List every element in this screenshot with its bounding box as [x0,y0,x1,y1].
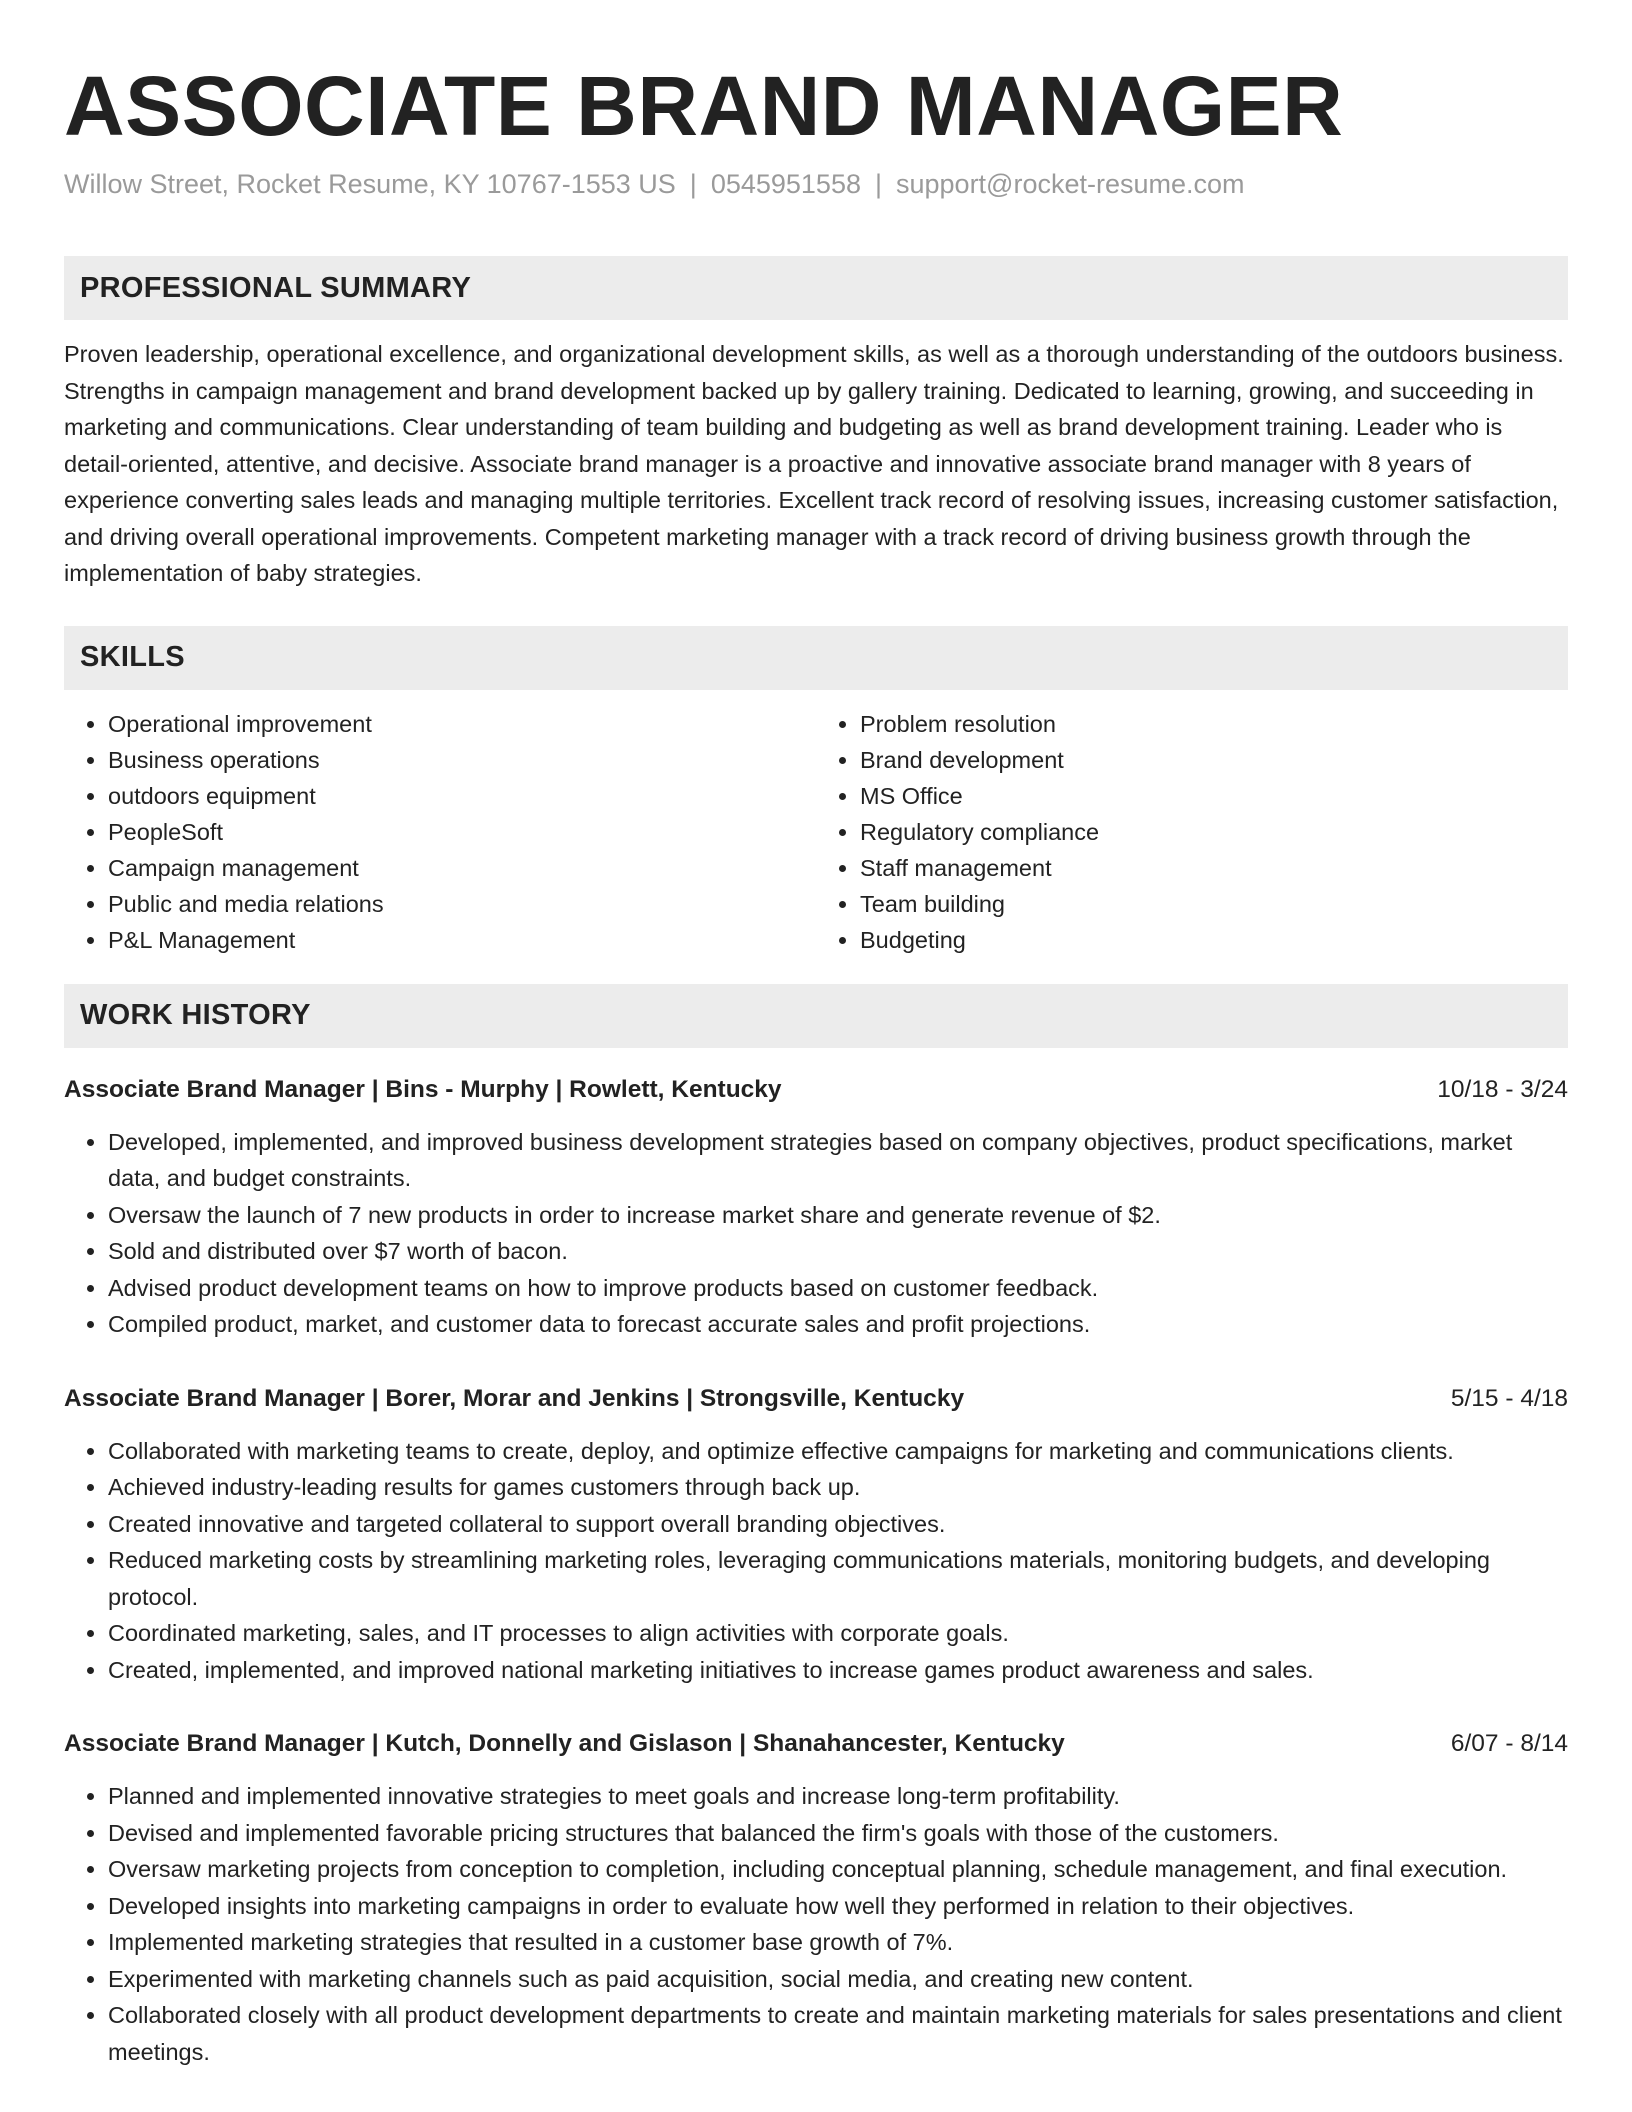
skill-item: • Team building [860,886,1568,922]
job-bullet: • Planned and implemented innovative strategies to meet goals and increase long-term profitability. [108,1778,1568,1815]
job-title: Associate Brand Manager | Bins - Murphy | Rowlett, Kentucky [64,1075,782,1103]
skill-item: • MS Office [860,778,1568,814]
skill-item: • Budgeting [860,922,1568,958]
job-bullet: • Oversaw the launch of 7 new products in order to increase market share and generate revenue of $2. [108,1197,1568,1234]
job-bullet: • Devised and implemented favorable pricing structures that balanced the firm's goals with those of the customers. [108,1815,1568,1852]
job-bullet: • Created innovative and targeted collateral to support overall branding objectives. [108,1506,1568,1543]
job-bullet: • Compiled product, market, and customer data to forecast accurate sales and profit projections. [108,1306,1568,1343]
job-bullet: • Collaborated closely with all product development departments to create and maintain marketing materials for sales presentations and client meetings. [108,1997,1568,2070]
skill-item: • Public and media relations [108,886,816,922]
skill-item: • outdoors equipment [108,778,816,814]
job-bullet: • Created, implemented, and improved national marketing initiatives to increase games product awareness and sales. [108,1652,1568,1689]
job-bullet: • Oversaw marketing projects from conception to completion, including conceptual planning, schedule management, and final execution. [108,1851,1568,1888]
job-header [64,1726,1568,1762]
work-section-header [64,984,1568,1048]
skills-section-header [64,626,1568,690]
summary-text: Proven leadership, operational excellence, and organizational development skills, as well as a thorough understanding of the outdoors business. Strengths in campaign management and brand development backed up by gallery training. Dedicated to learning, growing, and succeeding in marketing and communications. Clear understanding of team building and budgeting as well as brand development training. Leader who is detail-oriented, attentive, and decisive. Associate brand manager is a proactive and innovative associate brand manager with 8 years of experience converting sales leads and managing multiple territories. Excellent track record of resolving issues, increasing customer satisfaction, and driving overall operational improvements. Competent marketing manager with a track record of driving business growth through the implementation of baby strategies. [64,341,1564,586]
job-dates: 5/15 - 4/18 [1450,1384,1568,1412]
job-bullet: • Developed, implemented, and improved business development strategies based on company objectives, product specifications, market data, and budget constraints. [108,1124,1568,1197]
skill-item: • Operational improvement [108,706,816,742]
skill-item: • Regulatory compliance [860,814,1568,850]
contact-line [64,166,1568,202]
job-header [64,1072,1568,1108]
job-bullet: • Advised product development teams on how to improve products based on customer feedback. [108,1270,1568,1307]
summary-section-title: PROFESSIONAL SUMMARY [80,271,472,304]
job-bullets [64,1778,1568,2070]
skill-item: • PeopleSoft [108,814,816,850]
skills-section-title: SKILLS [80,641,185,673]
job-title: Associate Brand Manager | Borer, Morar and Jenkins | Strongsville, Kentucky [64,1384,965,1412]
contact-phone: 0545951558 [710,169,861,199]
skills-grid [64,706,1568,958]
job-bullet: • Achieved industry-leading results for games customers through back up. [108,1469,1568,1506]
skill-item: • Staff management [860,850,1568,886]
job-bullet: • Experimented with marketing channels such as paid acquisition, social media, and creating new content. [108,1961,1568,1998]
job-title: Associate Brand Manager | Kutch, Donnelly and Gislason | Shanahancester, Kentucky [64,1730,1065,1757]
contact-email: support@rocket-resume.com [896,169,1245,199]
job-dates: 6/07 - 8/14 [1450,1730,1568,1757]
resume-name: ASSOCIATE BRAND MANAGER [64,59,1344,153]
job-bullets [64,1124,1568,1343]
skill-item: • Business operations [108,742,816,778]
summary-section-header [64,256,1568,320]
job-bullet: • Coordinated marketing, sales, and IT processes to align activities with corporate goals. [108,1615,1568,1652]
job-bullet: • Developed insights into marketing campaigns in order to evaluate how well they performed in relation to their objectives. [108,1888,1568,1925]
skill-item: • P&L Management [108,922,816,958]
job-entry [64,1381,1568,1689]
job-bullet: • Collaborated with marketing teams to create, deploy, and optimize effective campaigns for marketing and communications clients. [108,1433,1568,1470]
job-dates: 10/18 - 3/24 [1437,1075,1568,1103]
skill-item: • Campaign management [108,850,816,886]
job-entry [64,1726,1568,2070]
job-bullets [64,1433,1568,1689]
contact-separator: | [689,169,697,199]
skill-item: • Brand development [860,742,1568,778]
skills-column-left [64,706,816,958]
work-section-title: WORK HISTORY [80,999,311,1031]
job-entry [64,1072,1568,1343]
contact-separator: | [874,169,882,199]
skill-item: • Problem resolution [860,706,1568,742]
contact-address: Willow Street, Rocket Resume, KY 10767-1553 US [64,169,676,199]
job-bullet: • Sold and distributed over $7 worth of bacon. [108,1233,1568,1270]
job-bullet: • Reduced marketing costs by streamlining marketing roles, leveraging communications materials, monitoring budgets, and developing protocol. [108,1542,1568,1615]
job-bullet: • Implemented marketing strategies that resulted in a customer base growth of 7%. [108,1924,1568,1961]
skills-column-right [816,706,1568,958]
job-header [64,1381,1568,1417]
